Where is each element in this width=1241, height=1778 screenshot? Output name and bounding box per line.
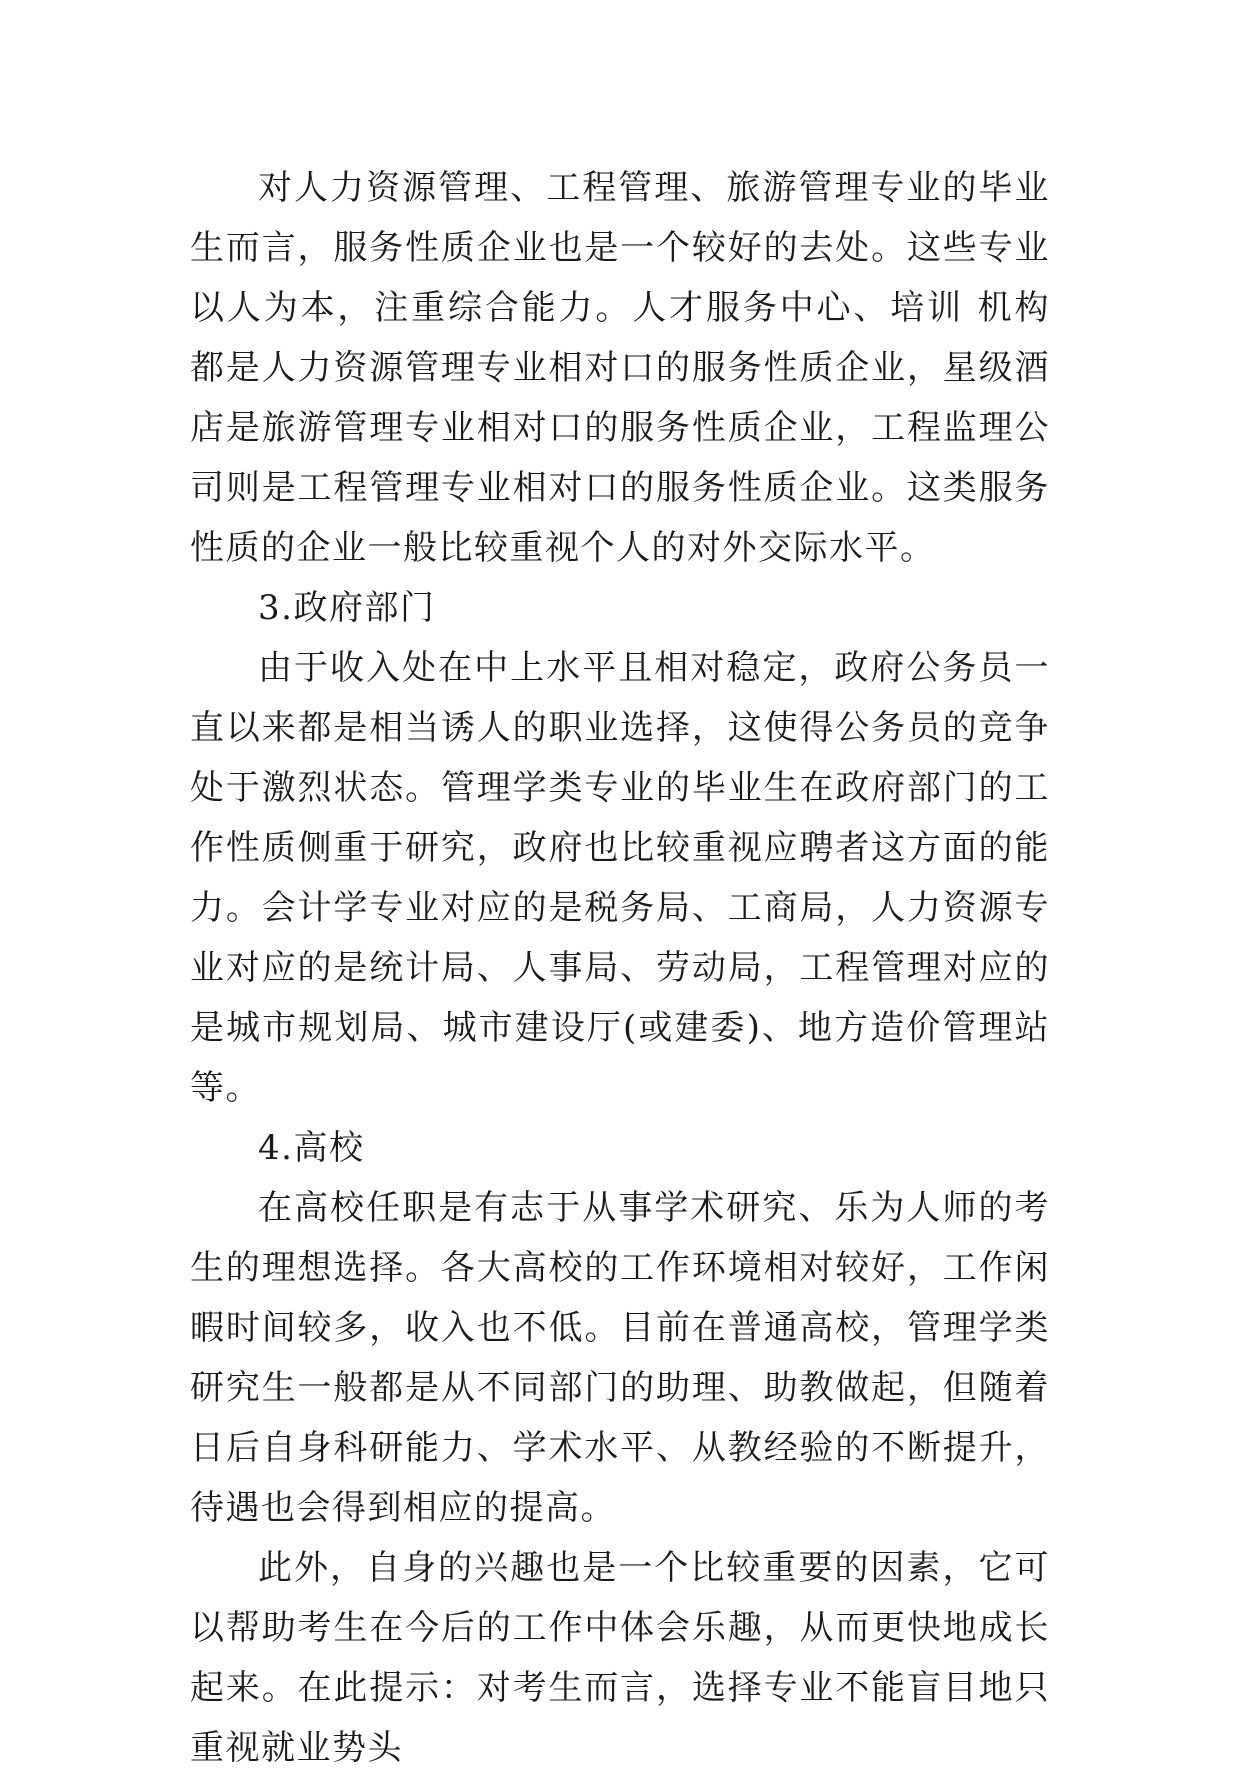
paragraph-universities: 在高校任职是有志于从事学术研究、乐为人师的考生的理想选择。各大高校的工作环境相对较好，工作闲暇时间较多，收入也不低。目前在普通高校，管理学类研究生一般都是从不同部门的助理、助教做起，但随着日后自身科研能力、学术水平、从教经验的不断提升，待遇也会得到相应的提高。 <box>190 1188 1050 1528</box>
section-heading-universities: 4.高校 <box>258 1128 365 1168</box>
paragraph-interest: 此外，自身的兴趣也是一个比较重要的因素，它可以帮助考生在今后的工作中体会乐趣，从而更快地成长起来。在此提示：对考生而言，选择专业不能盲目地只重视就业势头 <box>190 1548 1050 1768</box>
document-body <box>190 158 1050 1778</box>
paragraph-government: 由于收入处在中上水平且相对稳定，政府公务员一直以来都是相当诱人的职业选择，这使得公务员的竞争处于激烈状态。管理学类专业的毕业生在政府部门的工作性质侧重于研究，政府也比较重视应聘者这方面的能力。会计学专业对应的是税务局、工商局，人力资源专业对应的是统计局、人事局、劳动局，工程管理对应的是城市规划局、城市建设厅(或建委)、地方造价管理站等。 <box>190 648 1050 1108</box>
section-heading-government: 3.政府部门 <box>258 588 436 628</box>
paragraph-service-enterprises: 对人力资源管理、工程管理、旅游管理专业的毕业生而言，服务性质企业也是一个较好的去处。这些专业以人为本，注重综合能力。人才服务中心、培训 机构都是人力资源管理专业相对口的服务性质企业，星级酒店是旅游管理专业相对口的服务性质企业，工程监理公司则是工程管理专业相对口的服务性质企业。这类服务性质的企业一般比较重视个人的对外交际水平。 <box>190 168 1050 568</box>
